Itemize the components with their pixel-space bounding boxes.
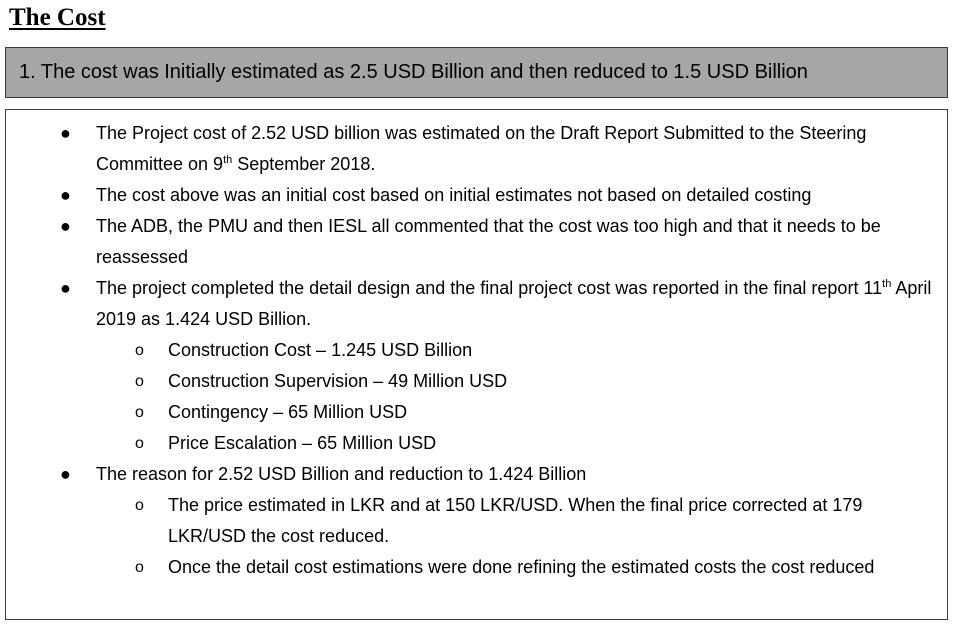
- list-item: ● The cost above was an initial cost based on initial estimates not based on detailed costing: [6, 180, 936, 211]
- circle-bullet-icon: o: [135, 435, 144, 452]
- bullet-list: [6, 118, 936, 583]
- page-title: The Cost: [9, 4, 106, 31]
- section-banner: 1. The cost was Initially estimated as 2.5 USD Billion and then reduced to 1.5 USD Billion: [5, 47, 948, 98]
- bullet-icon: ●: [60, 216, 71, 236]
- content-box: [5, 109, 948, 620]
- circle-bullet-icon: o: [135, 373, 144, 390]
- sub-bullet-list: [96, 490, 936, 583]
- sub-list-item: o Once the detail cost estimations were done refining the estimated costs the cost reduced: [6, 552, 936, 583]
- circle-bullet-icon: o: [135, 404, 144, 421]
- bullet-icon: ●: [60, 185, 71, 205]
- sub-bullet-list: [96, 335, 936, 459]
- sub-list-item: o Construction Supervision – 49 Million USD: [6, 366, 936, 397]
- sub-list-item: o The price estimated in LKR and at 150 LKR/USD. When the final price corrected at 179 LKR/USD the cost reduced.: [6, 490, 936, 552]
- bullet-icon: ●: [60, 278, 71, 298]
- bullet-icon: ●: [60, 123, 71, 143]
- sub-list-item: o Contingency – 65 Million USD: [6, 397, 936, 428]
- sub-list-item: o Price Escalation – 65 Million USD: [6, 428, 936, 459]
- list-item: ● The reason for 2.52 USD Billion and reduction to 1.424 Billion o The price estimated in LKR and at 150 LKR/USD. When the final price corrected at 179 LKR/USD the cost reduced. o Once the detail cost estimations were done refining the estimated costs the cost reduced: [6, 459, 936, 583]
- circle-bullet-icon: o: [135, 342, 144, 359]
- sub-list-item: o Construction Cost – 1.245 USD Billion: [6, 335, 936, 366]
- circle-bullet-icon: o: [135, 497, 144, 514]
- list-item: ● The project completed the detail design and the final project cost was reported in the final report 11th April 2019 as 1.424 USD Billion. o Construction Cost – 1.245 USD Billion o Construction Supervision – 49 Million USD o Contingency – 65 Million USD o Price Escalation – 65 Million USD: [6, 273, 936, 459]
- circle-bullet-icon: o: [135, 559, 144, 576]
- list-item: ● The Project cost of 2.52 USD billion was estimated on the Draft Report Submitted to the Steering Committee on 9th September 2018.: [6, 118, 936, 180]
- list-item: ● The ADB, the PMU and then IESL all commented that the cost was too high and that it needs to be reassessed: [6, 211, 936, 273]
- bullet-icon: ●: [60, 464, 71, 484]
